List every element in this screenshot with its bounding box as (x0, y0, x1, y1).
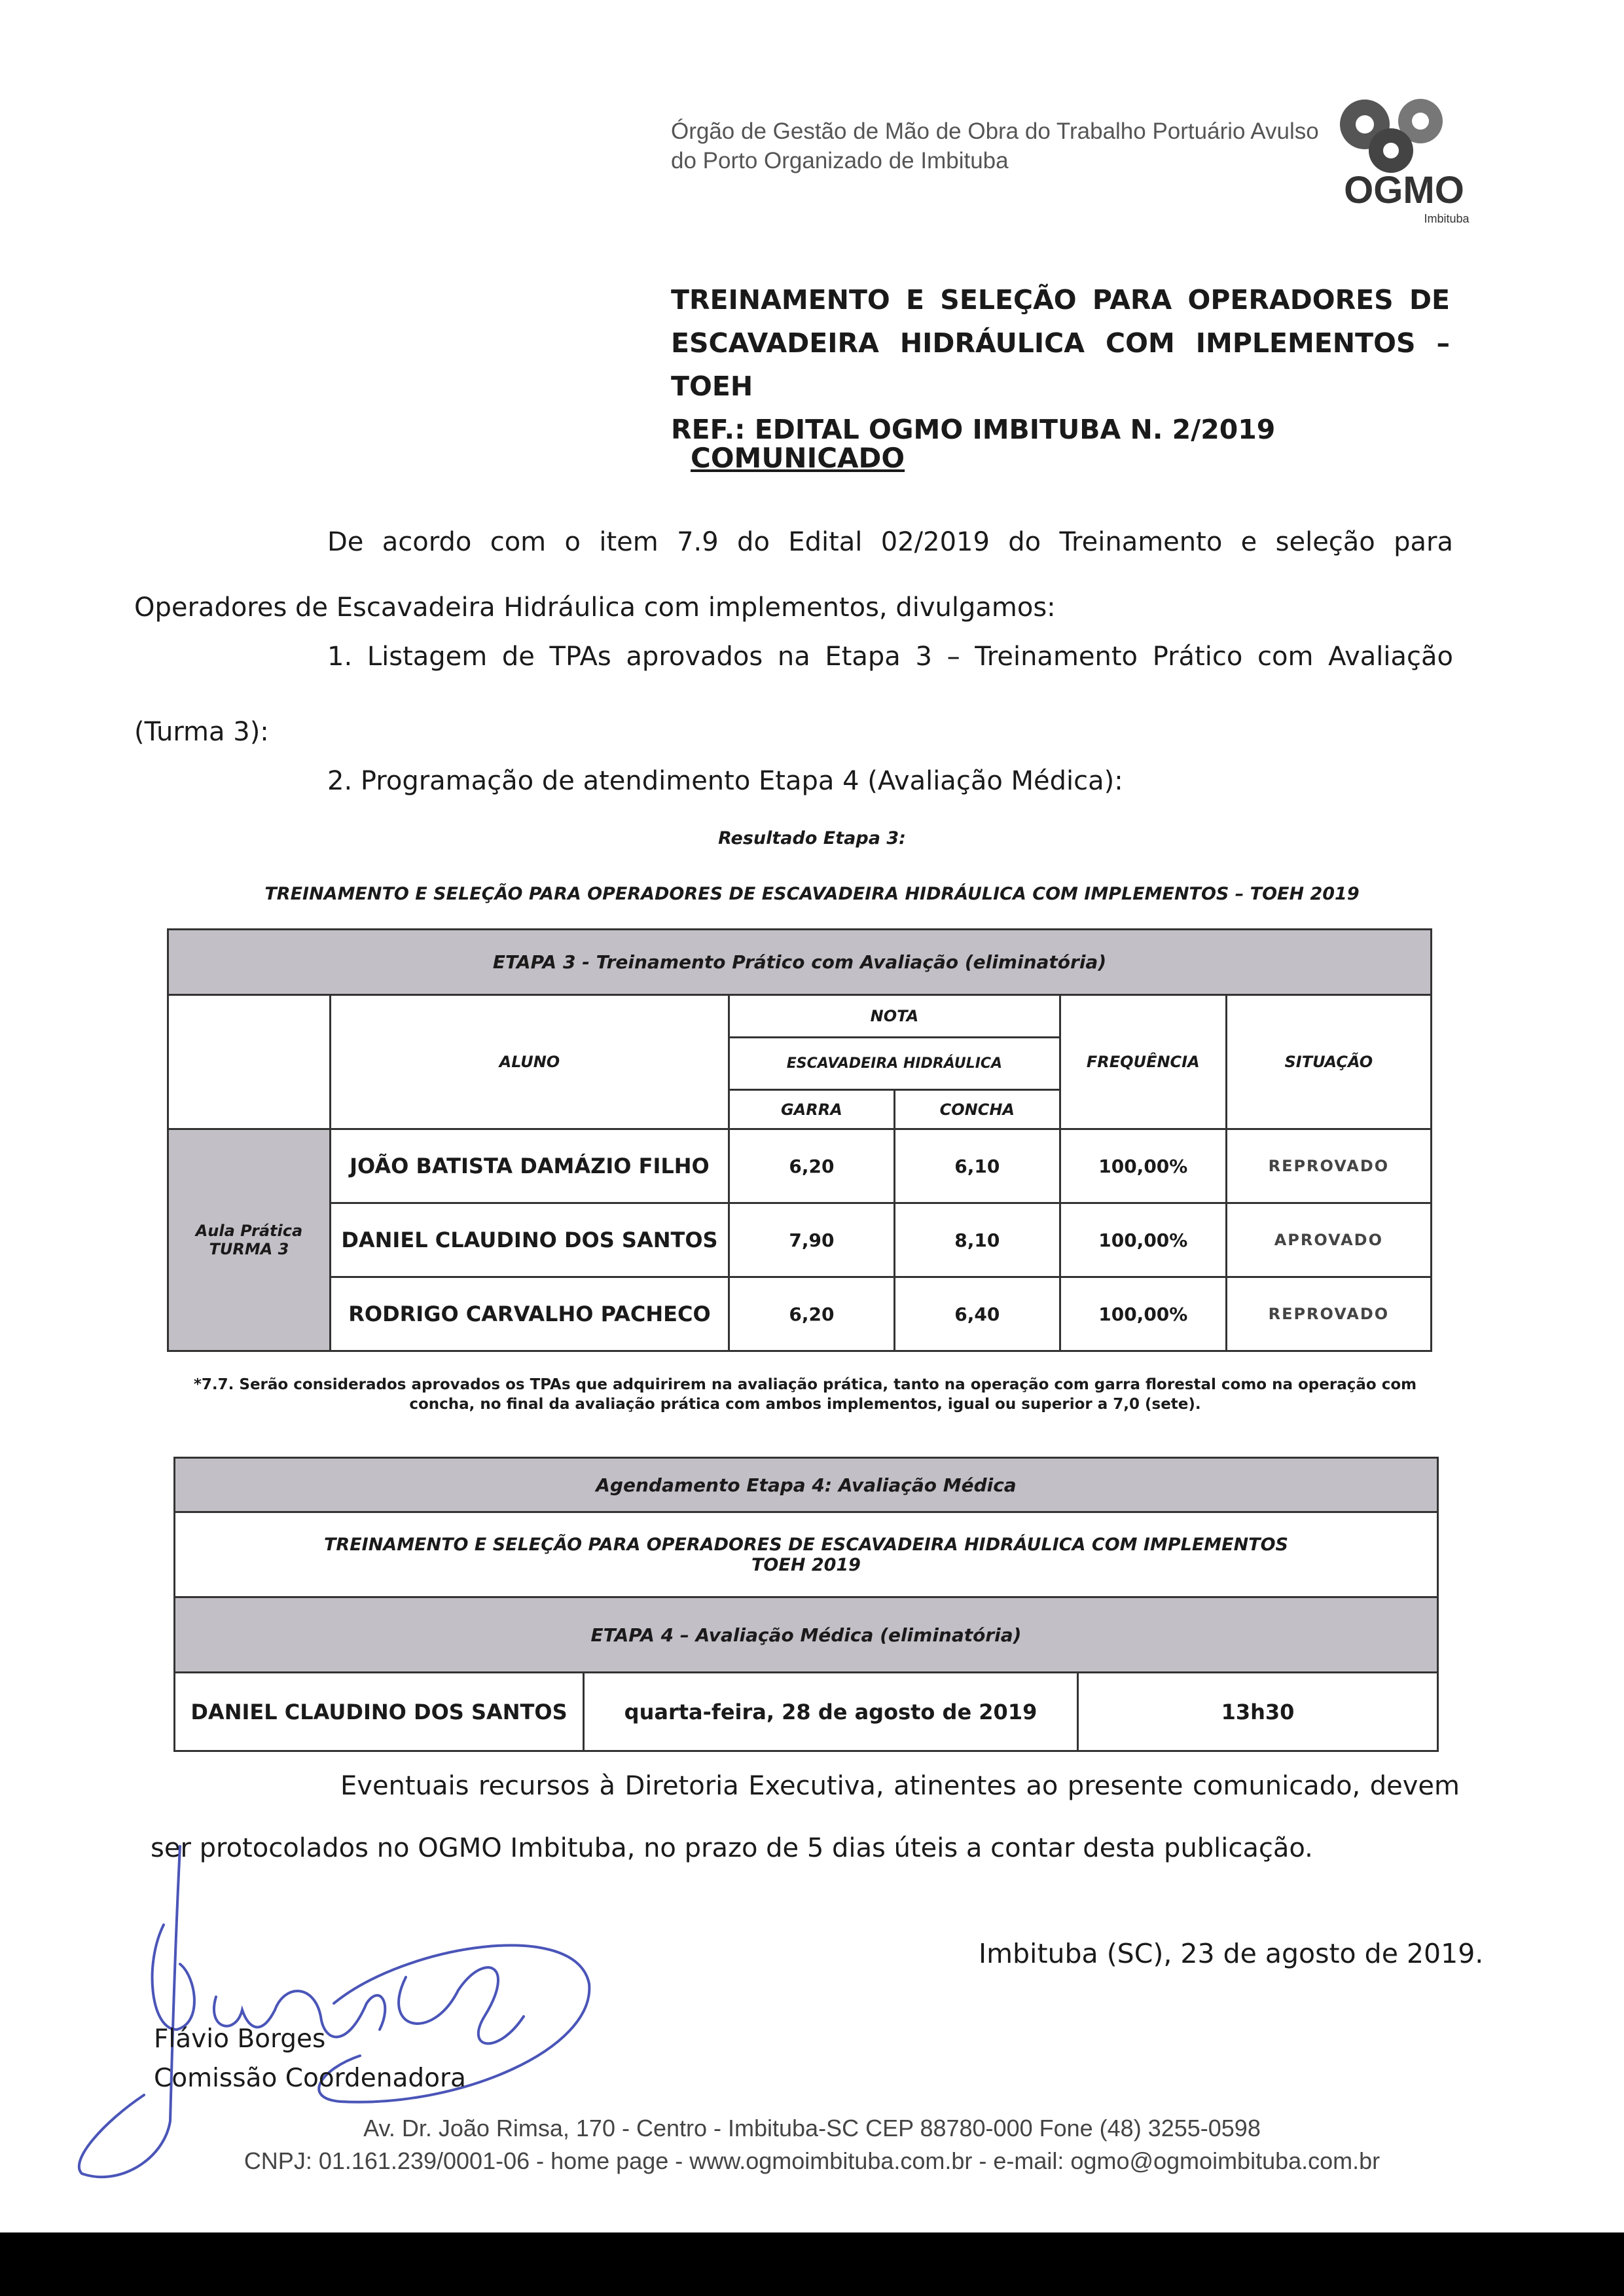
ogmo-logo (1335, 92, 1479, 229)
table-row (168, 1129, 1432, 1203)
col-frequencia: FREQUÊNCIA (1060, 995, 1226, 1129)
table-row (168, 1203, 1432, 1277)
footer-address: Av. Dr. João Rimsa, 170 - Centro - Imbituba-SC CEP 88780-000 Fone (48) 3255-0598 (363, 2115, 1261, 2141)
signer-role: Comissão Coordenadora (154, 2064, 466, 2093)
footer-contact: CNPJ: 01.161.239/0001-06 - home page - www.ogmoimbituba.com.br - e-mail: ogmo@ogmoimbituba.com.br (244, 2147, 1380, 2174)
resultado-caption: Resultado Etapa 3: (718, 828, 906, 848)
org-line-2: do Porto Organizado de Imbituba (671, 148, 1009, 173)
closing-line-2: ser protocolados no OGMO Imbituba, no prazo de 5 dias úteis a contar desta publicação. (151, 1833, 1313, 1863)
logo-subtext: Imbituba (1424, 212, 1470, 225)
row-group-spacer (168, 995, 331, 1129)
col-garra: GARRA (729, 1090, 895, 1129)
etapa4-band: ETAPA 4 – Avaliação Médica (eliminatória) (175, 1597, 1438, 1673)
organization-name (671, 117, 1326, 175)
frequencia: 100,00% (1060, 1203, 1226, 1277)
schedule-data: quarta-feira, 28 de agosto de 2019 (584, 1673, 1078, 1751)
document-title (671, 278, 1450, 451)
approval-note (170, 1375, 1440, 1414)
nota-concha: 8,10 (894, 1203, 1060, 1277)
signatory (154, 2020, 466, 2098)
situacao: APROVADO (1226, 1203, 1431, 1277)
row-label: Aula Prática TURMA 3 (168, 1129, 331, 1351)
col-escavadeira: ESCAVADEIRA HIDRÁULICA (729, 1038, 1060, 1090)
list-item-1: 1. Listagem de TPAs aprovados na Etapa 3 – Treinamento Prático com Avaliação (327, 642, 1453, 672)
signer-name: Flávio Borges (154, 2024, 326, 2054)
schedule-nome: DANIEL CLAUDINO DOS SANTOS (175, 1673, 584, 1751)
logo-text: OGMO (1344, 169, 1464, 211)
results-band: ETAPA 3 - Treinamento Prático com Avaliação (eliminatória) (168, 930, 1432, 995)
col-situacao: SITUAÇÃO (1226, 995, 1431, 1129)
title-line-3: REF.: EDITAL OGMO IMBITUBA N. 2/2019 (671, 414, 1276, 445)
schedule-hora: 13h30 (1078, 1673, 1438, 1751)
org-line-1: Órgão de Gestão de Mão de Obra do Trabalho Portuário Avulso (671, 118, 1319, 144)
list-item-2: 2. Programação de atendimento Etapa 4 (Avaliação Médica): (327, 766, 1123, 796)
nota-garra: 6,20 (729, 1277, 895, 1351)
schedule-title-line-2: TOEH 2019 (751, 1554, 861, 1575)
title-line-1: TREINAMENTO E SELEÇÃO PARA OPERADORES DE (671, 284, 1450, 316)
schedule-title (175, 1512, 1438, 1597)
date-line: Imbituba (SC), 23 de agosto de 2019. (979, 1938, 1484, 1969)
title-line-2: ESCAVADEIRA HIDRÁULICA COM IMPLEMENTOS – TOEH (671, 327, 1450, 402)
resultado-subcaption: TREINAMENTO E SELEÇÃO PARA OPERADORES DE ESCAVADEIRA HIDRÁULICA COM IMPLEMENTOS – TOEH 2019 (264, 884, 1360, 904)
table-row (168, 1277, 1432, 1351)
nota-concha: 6,40 (894, 1277, 1060, 1351)
paragraph-1-line-2: Operadores de Escavadeira Hidráulica com implementos, divulgamos: (134, 592, 1056, 623)
nota-garra: 6,20 (729, 1129, 895, 1203)
col-aluno: ALUNO (330, 995, 729, 1129)
handwritten-signature (65, 1833, 622, 2200)
nota-garra: 7,90 (729, 1203, 895, 1277)
aluno-name: RODRIGO CARVALHO PACHECO (330, 1277, 729, 1351)
note-line-2: concha, no final da avaliação prática com ambos implementos, igual ou superior a 7,0 (sete). (409, 1396, 1201, 1413)
nota-concha: 6,10 (894, 1129, 1060, 1203)
aluno-name: DANIEL CLAUDINO DOS SANTOS (330, 1203, 729, 1277)
paragraph-1-line-1: De acordo com o item 7.9 do Edital 02/2019 do Treinamento e seleção para (327, 527, 1453, 557)
situacao: REPROVADO (1226, 1277, 1431, 1351)
situacao: REPROVADO (1226, 1129, 1431, 1203)
frequencia: 100,00% (1060, 1129, 1226, 1203)
aluno-name: JOÃO BATISTA DAMÁZIO FILHO (330, 1129, 729, 1203)
results-table (167, 928, 1432, 1352)
closing-line-1: Eventuais recursos à Diretoria Executiva, atinentes ao presente comunicado, devem (340, 1771, 1460, 1801)
schedule-table (173, 1457, 1439, 1752)
schedule-band: Agendamento Etapa 4: Avaliação Médica (175, 1458, 1438, 1512)
comunicado-heading: COMUNICADO (691, 442, 905, 474)
note-line-1: *7.7. Serão considerados aprovados os TPAs que adquirirem na avaliação prática, tanto na operação com garra florestal como na operação com (193, 1376, 1417, 1393)
scan-border (0, 2232, 1624, 2296)
col-concha: CONCHA (894, 1090, 1060, 1129)
col-nota: NOTA (729, 995, 1060, 1038)
schedule-title-line-1: TREINAMENTO E SELEÇÃO PARA OPERADORES DE ESCAVADEIRA HIDRÁULICA COM IMPLEMENTOS (324, 1534, 1288, 1555)
list-item-1-cont: (Turma 3): (134, 717, 269, 747)
table-row (175, 1673, 1438, 1751)
frequencia: 100,00% (1060, 1277, 1226, 1351)
